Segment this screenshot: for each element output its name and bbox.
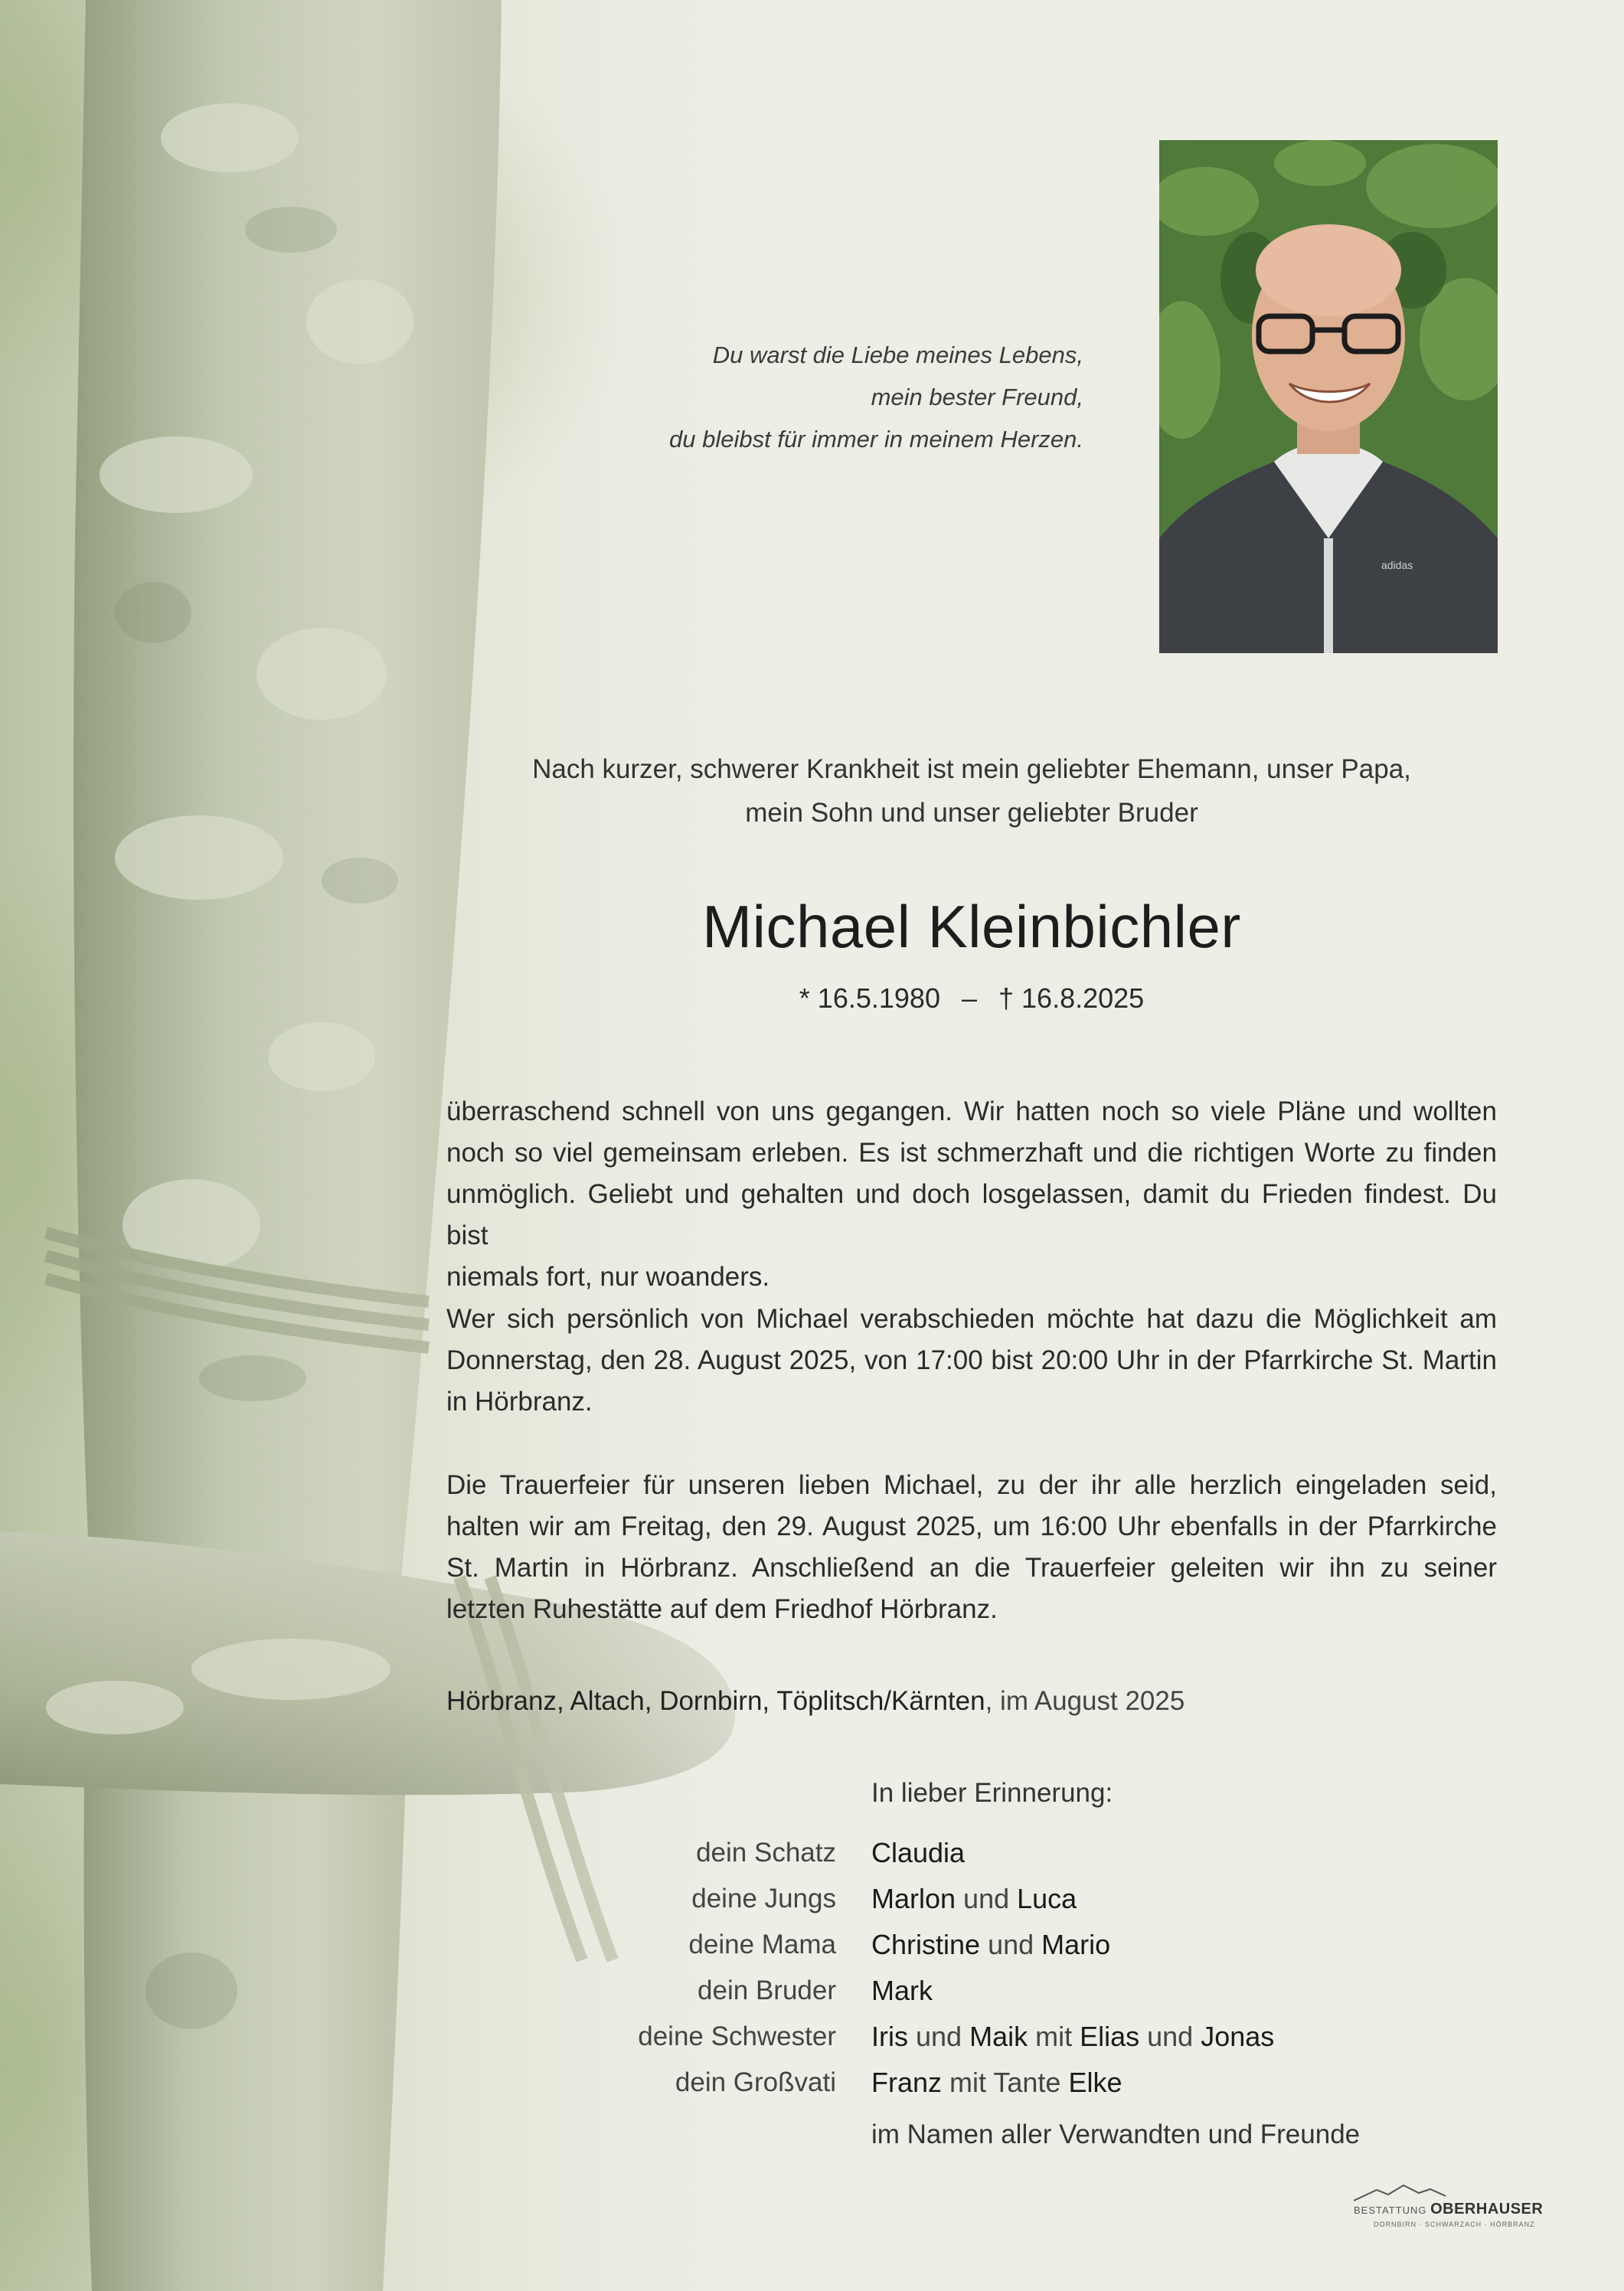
mourner-row xyxy=(871,1830,1274,1876)
relation-label: dein Großvati xyxy=(675,2067,836,2097)
mourner-name: Elias xyxy=(1080,2021,1140,2052)
mourner-name: Maik xyxy=(969,2021,1028,2052)
quote-line-3: du bleibst für immer in meinem Herzen. xyxy=(669,426,1083,453)
intro-text xyxy=(446,747,1497,835)
conjunction: und xyxy=(980,1929,1042,1960)
relation-label: dein Schatz xyxy=(696,1838,836,1868)
mourners-heading: In lieber Erinnerung: xyxy=(871,1778,1113,1808)
conjunction: und xyxy=(956,1883,1018,1914)
conjunction: mit Tante xyxy=(942,2067,1069,2098)
mourner-row xyxy=(871,1876,1274,1922)
mourner-name: Marlon xyxy=(871,1883,956,1914)
quote-line-1: Du warst die Liebe meines Lebens, xyxy=(712,342,1083,368)
places-names: Hörbranz, Altach, Dornbirn, Töplitsch/Kärnten xyxy=(446,1686,985,1716)
mourner-name: Franz xyxy=(871,2067,943,2098)
life-dates xyxy=(446,977,1497,1020)
paragraph-line: Wer sich persönlich von Michael verabschieden möchte hat dazu die Möglichkeit am xyxy=(446,1304,1497,1334)
places-date-line xyxy=(446,1680,1185,1723)
conjunction: mit xyxy=(1028,2021,1080,2052)
mourner-row xyxy=(871,1922,1274,1968)
portrait-photo xyxy=(1159,140,1498,653)
intro-line-1: Nach kurzer, schwerer Krankheit ist mein geliebter Ehemann, unser Papa, xyxy=(532,754,1411,784)
paragraph-line: unmöglich. Geliebt und gehalten und doch losgelassen, damit du Frieden findest. Du bist xyxy=(446,1179,1497,1250)
mourner-name: Mark xyxy=(871,1975,933,2006)
relation-label: deine Schwester xyxy=(638,2021,836,2051)
paragraph-funeral xyxy=(446,1465,1497,1630)
quote-line-2: mein bester Freund, xyxy=(871,384,1083,410)
birth-date: * 16.5.1980 xyxy=(799,982,940,1014)
relation-label: deine Jungs xyxy=(691,1884,836,1914)
funeral-home-logo xyxy=(1354,2184,1568,2237)
mourner-row xyxy=(871,2014,1274,2060)
mourner-name: Iris xyxy=(871,2021,908,2052)
relation-label: dein Bruder xyxy=(698,1976,836,2005)
paragraph-farewell xyxy=(446,1091,1497,1298)
mourner-name: Elke xyxy=(1068,2067,1122,2098)
deceased-name: Michael Kleinbichler xyxy=(702,893,1241,960)
paragraph-line: noch so viel gemeinsam erleben. Es ist schmerzhaft und die richtigen Worte zu finden xyxy=(446,1138,1497,1168)
mourner-row xyxy=(871,2060,1274,2106)
closing-line: im Namen aller Verwandten und Freunde xyxy=(871,2119,1361,2149)
paragraph-line: Donnerstag, den 28. August 2025, von 17:00 bist 20:00 Uhr in der Pfarrkirche St. Martin xyxy=(446,1345,1497,1375)
relation-labels xyxy=(536,1830,836,2106)
mountain-logo-icon xyxy=(1354,2184,1446,2202)
paragraph-line: niemals fort, nur woanders. xyxy=(446,1262,770,1292)
mourner-name: Mario xyxy=(1041,1929,1111,1960)
date-separator: – xyxy=(961,982,977,1014)
mourner-name: Claudia xyxy=(871,1837,966,1868)
places-suffix: , im August 2025 xyxy=(985,1686,1185,1716)
intro-line-2: mein Sohn und unser geliebter Bruder xyxy=(745,798,1198,828)
logo-text: BESTATTUNG OBERHAUSER xyxy=(1354,2201,1544,2217)
quote-block xyxy=(547,334,1083,460)
svg-text:adidas: adidas xyxy=(1381,559,1413,571)
paragraph-line: in Hörbranz. xyxy=(446,1387,593,1417)
paragraph-line: St. Martin in Hörbranz. Anschließend an die Trauerfeier geleiten wir ihn zu seiner xyxy=(446,1553,1497,1583)
paragraph-line: überraschend schnell von uns gegangen. Wir hatten noch so viele Pläne und wollten xyxy=(446,1096,1497,1126)
mourner-names xyxy=(871,1830,1274,2106)
paragraph-line: letzten Ruhestätte auf dem Friedhof Hörbranz. xyxy=(446,1594,998,1624)
mourner-name: Luca xyxy=(1017,1883,1077,1914)
mourner-name: Jonas xyxy=(1201,2021,1275,2052)
logo-locations: DORNBIRN · SCHWARZACH · HÖRBRANZ xyxy=(1374,2221,1535,2228)
mourner-row xyxy=(871,1968,1274,2014)
conjunction: und xyxy=(908,2021,970,2052)
mourner-name: Christine xyxy=(871,1929,981,1960)
death-date: † 16.8.2025 xyxy=(998,982,1145,1014)
relation-label: deine Mama xyxy=(688,1930,836,1959)
paragraph-viewing xyxy=(446,1299,1497,1423)
conjunction: und xyxy=(1139,2021,1201,2052)
paragraph-line: Die Trauerfeier für unseren lieben Michael, zu der ihr alle herzlich eingeladen seid, xyxy=(446,1470,1497,1500)
paragraph-line: halten wir am Freitag, den 29. August 2025, um 16:00 Uhr ebenfalls in der Pfarrkirche xyxy=(446,1512,1497,1541)
